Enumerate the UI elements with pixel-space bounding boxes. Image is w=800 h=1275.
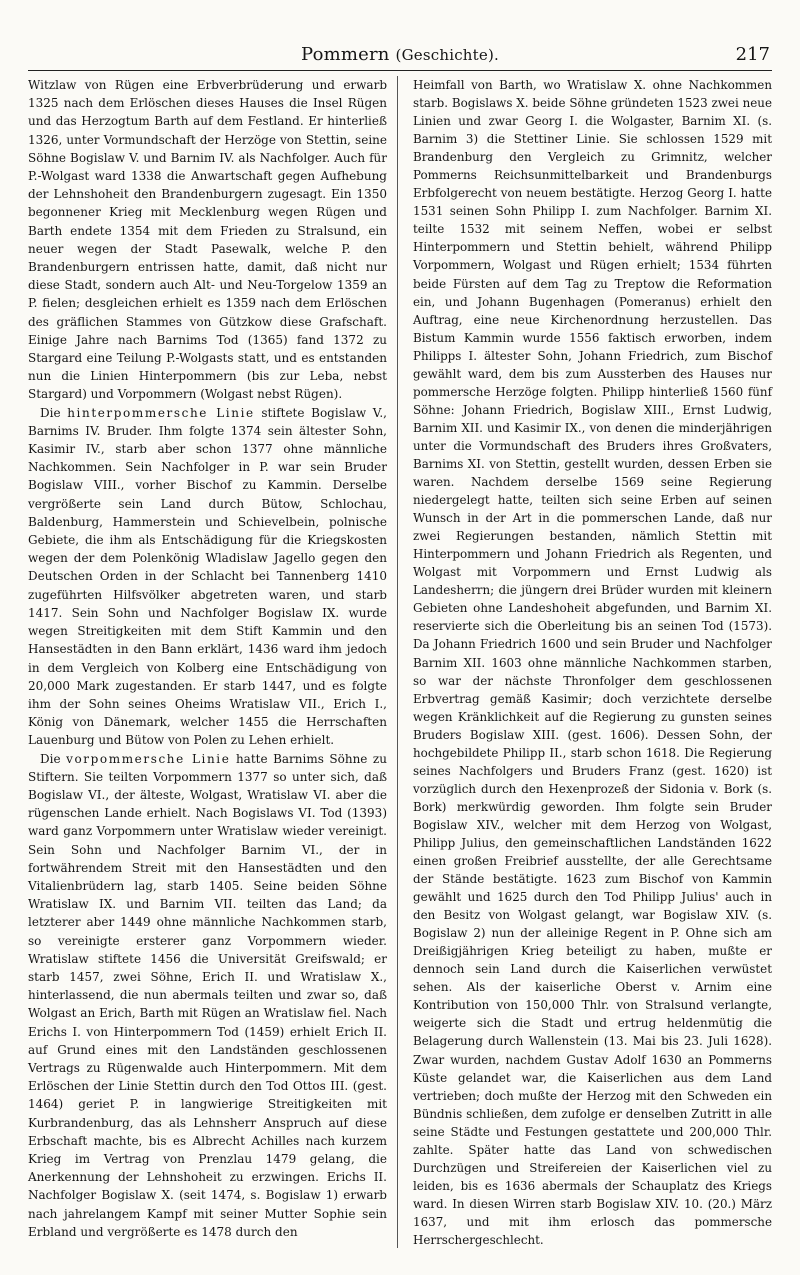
paragraph-stettiner-wolgaster: Heimfall von Barth, wo Wratislaw X. ohne Nachkommen starb. Bogislaws X. beide Söhne gründeten 1523 zwei neue Linien und zwar Georg I. die Wolgaster, Barnim XI. (s. Barnim 3) die Stettiner Linie. Sie schlossen 1529 mit Brandenburg den Vergleich zu Grimnitz, welcher Pommerns Reichsunmittelbarkeit und Brandenburgs Erbfolgerecht von neuem bestätigte. Herzog Georg I. hatte 1531 seinen Sohn Philipp I. zum Nachfolger. Barnim XI. teilte 1532 mit seinem Neffen, wobei er selbst Hinterpommern und Stettin behielt, während Philipp Vorpommern, Wolgast und Rügen erhielt; 1534 führten beide Fürsten auf dem Tag zu Treptow die Reformation ein, und Johann Bugenhagen (Pomeranus) erhielt den Auftrag, eine neue Kirchenordnung herzustellen. Das Bistum Kammin wurde 1556 faktisch erworben, indem Philipps I. ältester Sohn, Johann Friedrich, zum Bischof gewählt ward, dem bis zum Aussterben des Hauses nur pommersche Herzöge folgten. Philipp hinterließ 1560 fünf Söhne: Johann Friedrich, Bogislaw XIII., Ernst Ludwig, Barnim XII. und Kasimir IX., von denen die minderjährigen unter die Vormundschaft des Bruders ihres Großvaters, Barnims XI. von Stettin, gestellt wurden, dessen Erben sie waren. Nachdem derselbe 1569 seine Regierung niedergelegt hatte, teilten sich seine Erben auf seinen Wunsch in der Art in die pommerschen Lande, daß nur zwei Regierungen bestanden, nämlich Stettin mit Hinterpommern und Johann Friedrich als Regenten, und Wolgast mit Vorpommern und Ernst Ludwig als Landesherrn; die jüngern drei Brüder wurden mit kleinern Gebieten ohne Landeshoheit abgefunden, und Barnim XI. reservierte sich die Oberleitung bis an seinen Tod (1573). Da Johann Friedrich 1600 und sein Bruder und Nachfolger Barnim XII. 1603 ohne männliche Nachkommen starben, so war der nächste Thronfolger dem geschlossenen Erbvertrag gemäß Kasimir; doch verzichtete derselbe wegen Kränklichkeit auf die Regierung zu gunsten seines Bruders Bogislaw XIII. (gest. 1606). Dessen Sohn, der hochgebildete Philipp II., starb schon 1618. Die Regierung seines Nachfolgers und Bruders Franz (gest. 1620) ist vorzüglich durch den Hexenprozeß der Sidonia v. Bork (s. Bork) merkwürdig geworden. Ihm folgte sein Bruder Bogislaw XIV., welcher mit dem Herzog von Wolgast, Philipp Julius, den gemeinschaftlichen Landständen 1622 einen großen Freibrief ausstellte, der alle Gerechtsame der Stände bestätigte. 1623 zum Bischof von Kammin gewählt und 1625 durch den Tod Philipp Julius' auch in den Besitz von Wolgast gelangt, war Bogislaw XIV. (s. Bogislaw 2) nun der alleinige Regent in P. Ohne sich am Dreißigjährigen Krieg beteiligt zu haben, mußte er dennoch sein Land durch die Kaiserlichen verwüstet sehen. Als der kaiserliche Oberst v. Arnim eine Kontribution von 150,000 Thlr. von Stralsund verlangte, weigerte sich die Stadt und ertrug heldenmütig die Belagerung durch Wallenstein (13. Mai bis 23. Juli 1628). Zwar wurden, nachdem Gustav Adolf 1630 an Pommerns Küste gelandet war, die Kaiserlichen aus dem Land vertrieben; doch mußte der Herzog mit den Schweden ein Bündnis schließen, dem zufolge er denselben Zutritt in alle seine Städte und Festungen gestattete und 200,000 Thlr. zahlte. Später hatte das Land von schwedischen Durchzügen und Streifereien der Kaiserlichen viel zu leiden, bis es 1636 abermals der Schauplatz des Kriegs ward. In diesen Wirren starb Bogislaw XIV. 10. (20.) März 1637, und mit ihm erlosch das pommersche Herrschergeschlecht. xyxy=(413,78,772,1247)
running-title xyxy=(28,44,772,65)
left-column xyxy=(28,76,387,1241)
header-subtitle: (Geschichte). xyxy=(395,46,499,64)
paragraph-body: hatte Barnims Söhne zu Stiftern. Sie teilten Vorpommern 1377 so unter sich, daß Bogislaw VI., der älteste, Wolgast, Wratislaw VI. aber die rügenschen Lande erhielt. Nach Bogislaws VI. Tod (1393) ward ganz Vorpommern unter Wratislaw wieder vereinigt. Sein Sohn und Nachfolger Barnim VI., der in fortwährendem Streit mit den Hansestädten und den Vitalienbrüdern lag, starb 1405. Seine beiden Söhne Wratislaw IX. und Barnim VII. teilten das Land; da letzterer aber 1449 ohne männliche Nachkommen starb, so vereinigte ersterer ganz Vorpommern wieder. Wratislaw stiftete 1456 die Universität Greifswald; er starb 1457, zwei Söhne, Erich II. und Wratislaw X., hinterlassend, die nun abermals teilten und zwar so, daß Wolgast an Erich, Barth mit Rügen an Wratislaw fiel. Nach Erichs I. von Hinterpommern Tod (1459) erhielt Erich II. auf Grund eines mit den Landständen geschlossenen Vertrags zu Rügenwalde auch Hinterpommern. Mit dem Erlöschen der Linie Stettin durch den Tod Ottos III. (gest. 1464) geriet P. in langwierige Streitigkeiten mit Kurbrandenburg, das als Lehnsherr Anspruch auf diese Erbschaft machte, bis es Albrecht Achilles nach kurzem Krieg im Vertrag von Prenzlau 1479 gelang, die Anerkennung der Lehnshoheit zu erzwingen. Erichs II. Nachfolger Bogislaw X. (seit 1474, s. Bogislaw 1) erwarb nach jahrelangem Kampf mit seiner Mutter Sophie sein Erbland und vergrößerte es 1478 durch den xyxy=(28,751,387,1239)
page-number: 217 xyxy=(735,44,770,65)
paragraph-body: stiftete Bogislaw V., Barnims IV. Bruder. Ihm folgte 1374 sein ältester Sohn, Kasimir IV., starb aber schon 1377 ohne männliche Nachkommen. Sein Nachfolger in P. war sein Bruder Bogislaw VIII., vorher Bischof zu Kammin. Derselbe vergrößerte sein Land durch Bütow, Schlochau, Baldenburg, Hammerstein und Schievelbein, polnische Gebiete, die ihm als Entschädigung für die Kriegskosten wegen der dem Polenkönig Wladislaw Jagello gegen den Deutschen Orden in der Schlacht bei Tannenberg 1410 zugeführten Hilfsvölker abgetreten waren, und starb 1417. Sein Sohn und Nachfolger Bogislaw IX. wurde wegen Streitigkeiten mit dem Stift Kammin und den Hansestädten in den Bann erklärt, 1436 ward ihm jedoch in dem Vergleich von Kolberg eine Entschädigung von 20,000 Mark zugestanden. Er starb 1447, und es folgte ihm der Sohn seines Oheims Wratislaw VII., Erich I., König von Dänemark, welcher 1455 die Herrschaften Lauenburg und Bütow von Polen zu Lehen erhielt. xyxy=(28,405,387,748)
paragraph-hinterpommersche-linie xyxy=(28,404,387,750)
page-header xyxy=(28,40,772,71)
spaced-heading-hinterpommern: hinterpommersche Linie xyxy=(67,405,255,420)
spaced-heading-vorpommern: vorpommersche Linie xyxy=(66,751,231,766)
paragraph-lead: Die xyxy=(40,405,61,420)
column-divider xyxy=(397,76,398,1248)
paragraph-vorpommersche-linie xyxy=(28,750,387,1241)
paragraph-rugen: Witzlaw von Rügen eine Erbverbrüderung und erwarb 1325 nach dem Erlöschen dieses Hauses die Insel Rügen und das Herzogtum Barth auf dem Festland. Er hinterließ 1326, unter Vormundschaft der Herzöge von Stettin, seine Söhne Bogislaw V. und Barnim IV. als Nachfolger. Auch für P.-Wolgast ward 1338 die Anwartschaft gegen Aufhebung der Lehnshoheit den Brandenburgern zugesagt. Ein 1350 begonnener Krieg mit Mecklenburg wegen Rügen und Barth endete 1354 mit dem Frieden zu Stralsund, ein neuer wegen der Stadt Pasewalk, welche P. den Brandenburgern entrissen hatte, damit, daß nicht nur diese Stadt, sondern auch Alt- und Neu-Torgelow 1359 an P. fielen; desgleichen erhielt es 1359 nach dem Erlöschen des gräflichen Stammes von Gützkow diese Grafschaft. Einige Jahre nach Barnims Tod (1365) fand 1372 zu Stargard eine Teilung P.-Wolgasts statt, und es entstanden nun die Linien Hinterpommern (bis zur Leba, nebst Stargard) und Vorpommern (Wolgast nebst Rügen). xyxy=(28,78,387,402)
paragraph-lead: Die xyxy=(40,751,61,766)
right-column xyxy=(413,76,772,1249)
header-title: Pommern xyxy=(301,44,390,65)
